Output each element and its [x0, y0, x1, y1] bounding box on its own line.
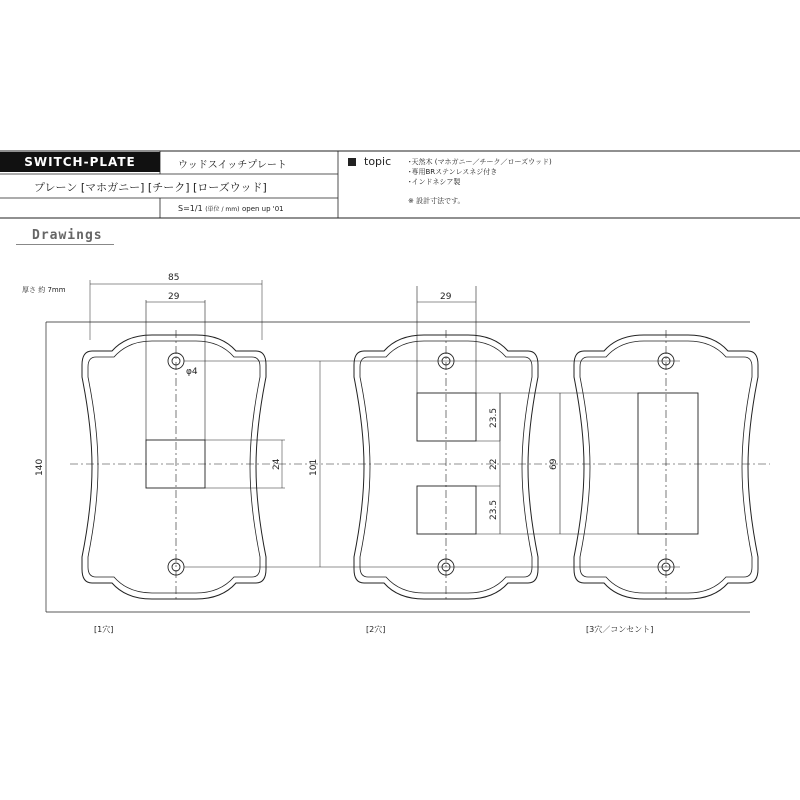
dim-hole-height-lower: 23.5 — [489, 499, 499, 520]
dim-hole-height-1: 24 — [272, 458, 282, 470]
brand-label: open up '01 — [241, 205, 284, 213]
dim-outlet-height: 69 — [549, 458, 559, 470]
dim-screw-pitch: 101 — [309, 458, 319, 476]
topic-item: ･天然木 (マホガニー／チーク／ローズウッド) — [408, 158, 552, 166]
dim-overall-width: 85 — [168, 273, 180, 283]
plates-drawing — [0, 240, 800, 800]
topic-item: ･専用BRステンレスネジ付き — [408, 168, 498, 176]
scale-note — [178, 204, 284, 213]
thickness-note: 厚さ 約 7mm — [22, 286, 66, 294]
variant-list: プレーン [マホガニー] [チーク] [ローズウッド] — [34, 181, 267, 194]
topic-bullet-icon — [348, 158, 356, 166]
drawings-heading: Drawings — [32, 228, 103, 243]
scale-value: S=1/1 — [178, 204, 203, 213]
unit-note: (単位 / mm) — [205, 206, 240, 213]
dim-screw-diameter: φ4 — [186, 367, 198, 377]
topic-label: topic — [364, 155, 392, 168]
plate-label-three: [3穴／コンセント] — [586, 625, 654, 634]
dim-hole-width-2: 29 — [440, 292, 452, 302]
dim-hole-height-upper: 23.5 — [489, 407, 499, 428]
product-title: SWITCH-PLATE — [0, 152, 160, 172]
topic-note: ※ 設計寸法です。 — [408, 197, 465, 205]
dim-hole-gap: 22 — [489, 458, 499, 470]
dim-height: 140 — [35, 458, 45, 476]
product-name: ウッドスイッチプレート — [178, 160, 287, 171]
topic-item: ･インドネシア製 — [408, 178, 461, 186]
plate-label-one: [1穴] — [94, 625, 114, 634]
plate-label-two: [2穴] — [366, 625, 386, 634]
header-frame — [0, 0, 800, 230]
dim-hole-width-1: 29 — [168, 292, 180, 302]
